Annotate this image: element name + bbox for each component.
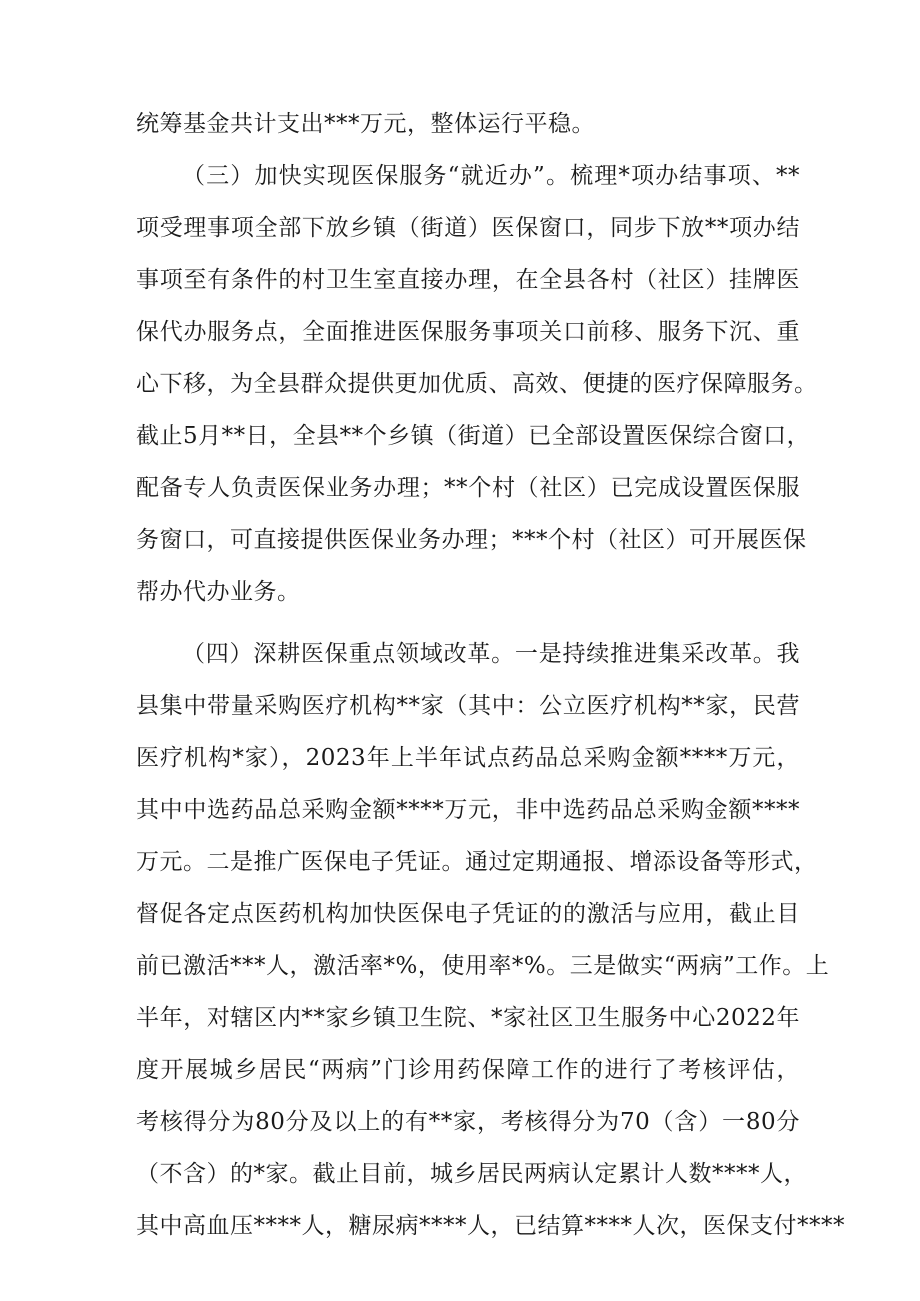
text-line-15: 万元。二是推广医保电子凭证。通过定期通报、增添设备等形式， bbox=[136, 849, 818, 875]
text-line-8: 配备专人负责医保业务办理；**个村（社区）已完成设置医保服 bbox=[136, 475, 800, 501]
text-line-19: 度开展城乡居民“两病”门诊用药保障工作的进行了考核评估， bbox=[136, 1057, 800, 1083]
text-line-1: 统筹基金共计支出***万元，整体运行平稳。 bbox=[136, 111, 595, 137]
text-line-21: （不含）的*家。截止目前，城乡居民两病认定累计人数****人， bbox=[136, 1161, 807, 1187]
text-line-10: 帮办代办业务。 bbox=[136, 579, 301, 605]
text-line-5: 保代办服务点，全面推进医保服务事项关口前移、服务下沉、重 bbox=[136, 319, 800, 345]
text-line-22: 其中高血压****人，糖尿病****人，已结算****人次，医保支付**** bbox=[136, 1213, 845, 1239]
text-line-20: 考核得分为80分及以上的有**家，考核得分为70（含）一80分 bbox=[136, 1109, 800, 1135]
text-line-9: 务窗口，可直接提供医保业务办理；***个村（社区）可开展医保 bbox=[136, 527, 807, 553]
text-line-12: 县集中带量采购医疗机构**家（其中：公立医疗机构**家，民营 bbox=[136, 693, 800, 719]
text-line-4: 事项至有条件的村卫生室直接办理，在全县各村（社区）挂牌医 bbox=[136, 267, 800, 293]
text-line-7: 截止5月**日，全县**个乡镇（街道）已全部设置医保综合窗口， bbox=[136, 423, 811, 449]
text-line-17: 前已激活***人，激活率*%，使用率*%。三是做实“两病”工作。上 bbox=[136, 953, 830, 979]
text-line-3: 项受理事项全部下放乡镇（街道）医保窗口，同步下放**项办结 bbox=[136, 215, 800, 241]
text-line-13: 医疗机构*家），2023年上半年试点药品总采购金额****万元， bbox=[136, 745, 800, 771]
text-line-18: 半年，对辖区内**家乡镇卫生院、*家社区卫生服务中心2022年 bbox=[136, 1005, 800, 1031]
text-line-14: 其中中选药品总采购金额****万元，非中选药品总采购金额**** bbox=[136, 797, 800, 823]
text-line-6: 心下移，为全县群众提供更加优质、高效、便捷的医疗保障服务。 bbox=[136, 371, 818, 397]
text-line-2: （三）加快实现医保服务“就近办”。梳理*项办结事项、** bbox=[182, 163, 800, 189]
text-line-11: （四）深耕医保重点领域改革。一是持续推进集采改革。我 bbox=[182, 641, 800, 667]
text-line-16: 督促各定点医药机构加快医保电子凭证的的激活与应用，截止目 bbox=[136, 901, 800, 927]
